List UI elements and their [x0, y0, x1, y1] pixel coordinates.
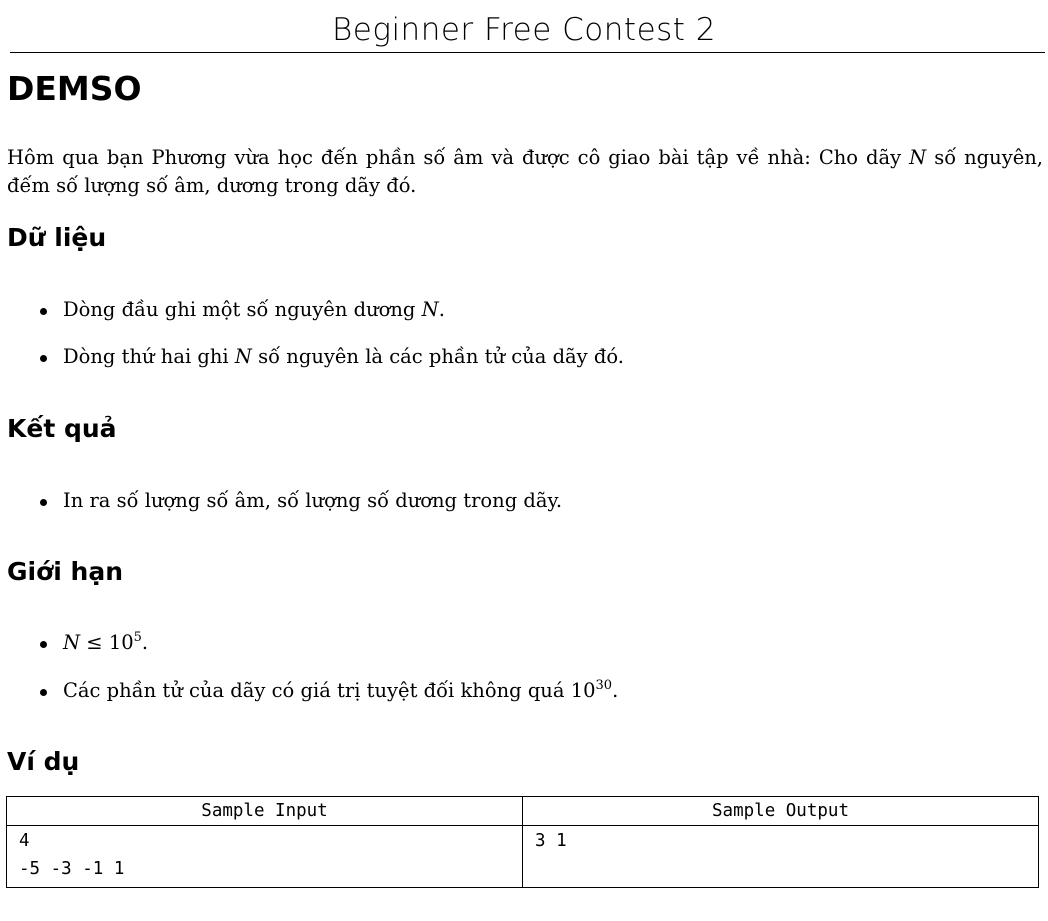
problem-title: DEMSO: [7, 69, 142, 108]
input-item-2-var: N: [234, 345, 252, 368]
limit-item-1: [63, 629, 148, 657]
input-item-1-end: .: [438, 298, 445, 321]
sample-header-row: [7, 797, 1039, 826]
limit-item-2-end: .: [612, 679, 619, 702]
problem-statement: [7, 144, 1043, 200]
bullet-icon: [40, 689, 47, 696]
output-item-1: [63, 487, 562, 515]
limit-item-1-var: N: [63, 631, 81, 654]
output-item-1-text: In ra số lượng số âm, số lượng số dương trong dãy.: [63, 489, 563, 512]
sample-input-cell: [7, 826, 523, 888]
limit-item-1-end: .: [141, 631, 149, 654]
input-item-1-var: N: [421, 298, 439, 321]
contest-title: Beginner Free Contest 2: [331, 12, 717, 48]
sample-output-cell: [523, 826, 1039, 888]
limit-item-1-op: ≤: [86, 631, 103, 654]
sample-input-header: Sample Input: [7, 797, 523, 826]
statement-variable-n: N: [909, 146, 927, 169]
input-item-1: [63, 296, 445, 324]
section-output-heading: Kết quả: [7, 414, 117, 443]
input-item-2-text: Dòng thứ hai ghi: [63, 345, 229, 368]
sample-data-row: [7, 826, 1039, 888]
limit-item-2-base: 10: [570, 679, 596, 702]
statement-text-start: Hôm qua bạn Phương vừa học đến phần số âm và được cô giao bài tập về nhà: Cho dãy: [7, 146, 902, 169]
limit-item-2-exp: 30: [595, 678, 613, 693]
limit-item-2-text: Các phần tử của dãy có giá trị tuyệt đối không quá: [63, 679, 565, 702]
section-example-heading: Ví dụ: [7, 747, 80, 776]
bullet-icon: [40, 308, 47, 315]
limit-item-1-exp: 5: [133, 630, 142, 645]
header-divider: [10, 52, 1045, 53]
bullet-icon: [40, 641, 47, 648]
input-item-2-end: số nguyên là các phần tử của dãy đó.: [258, 345, 624, 368]
limit-item-2: [63, 677, 618, 705]
section-limits-heading: Giới hạn: [7, 557, 124, 586]
bullet-icon: [40, 355, 47, 362]
sample-output-header: Sample Output: [523, 797, 1039, 826]
input-item-2: [63, 343, 624, 371]
sample-table: [6, 796, 1039, 888]
bullet-icon: [40, 499, 47, 506]
input-item-1-text: Dòng đầu ghi một số nguyên dương: [63, 298, 416, 321]
statement-text-end: số nguyên, đếm số lượng số âm, dương trong dãy đó.: [7, 146, 1044, 197]
sample-output-text: 3 1: [535, 831, 567, 851]
section-input-heading: Dữ liệu: [7, 223, 107, 252]
sample-input-text: 4 -5 -3 -1 1: [19, 831, 125, 879]
limit-item-1-base: 10: [108, 631, 134, 654]
